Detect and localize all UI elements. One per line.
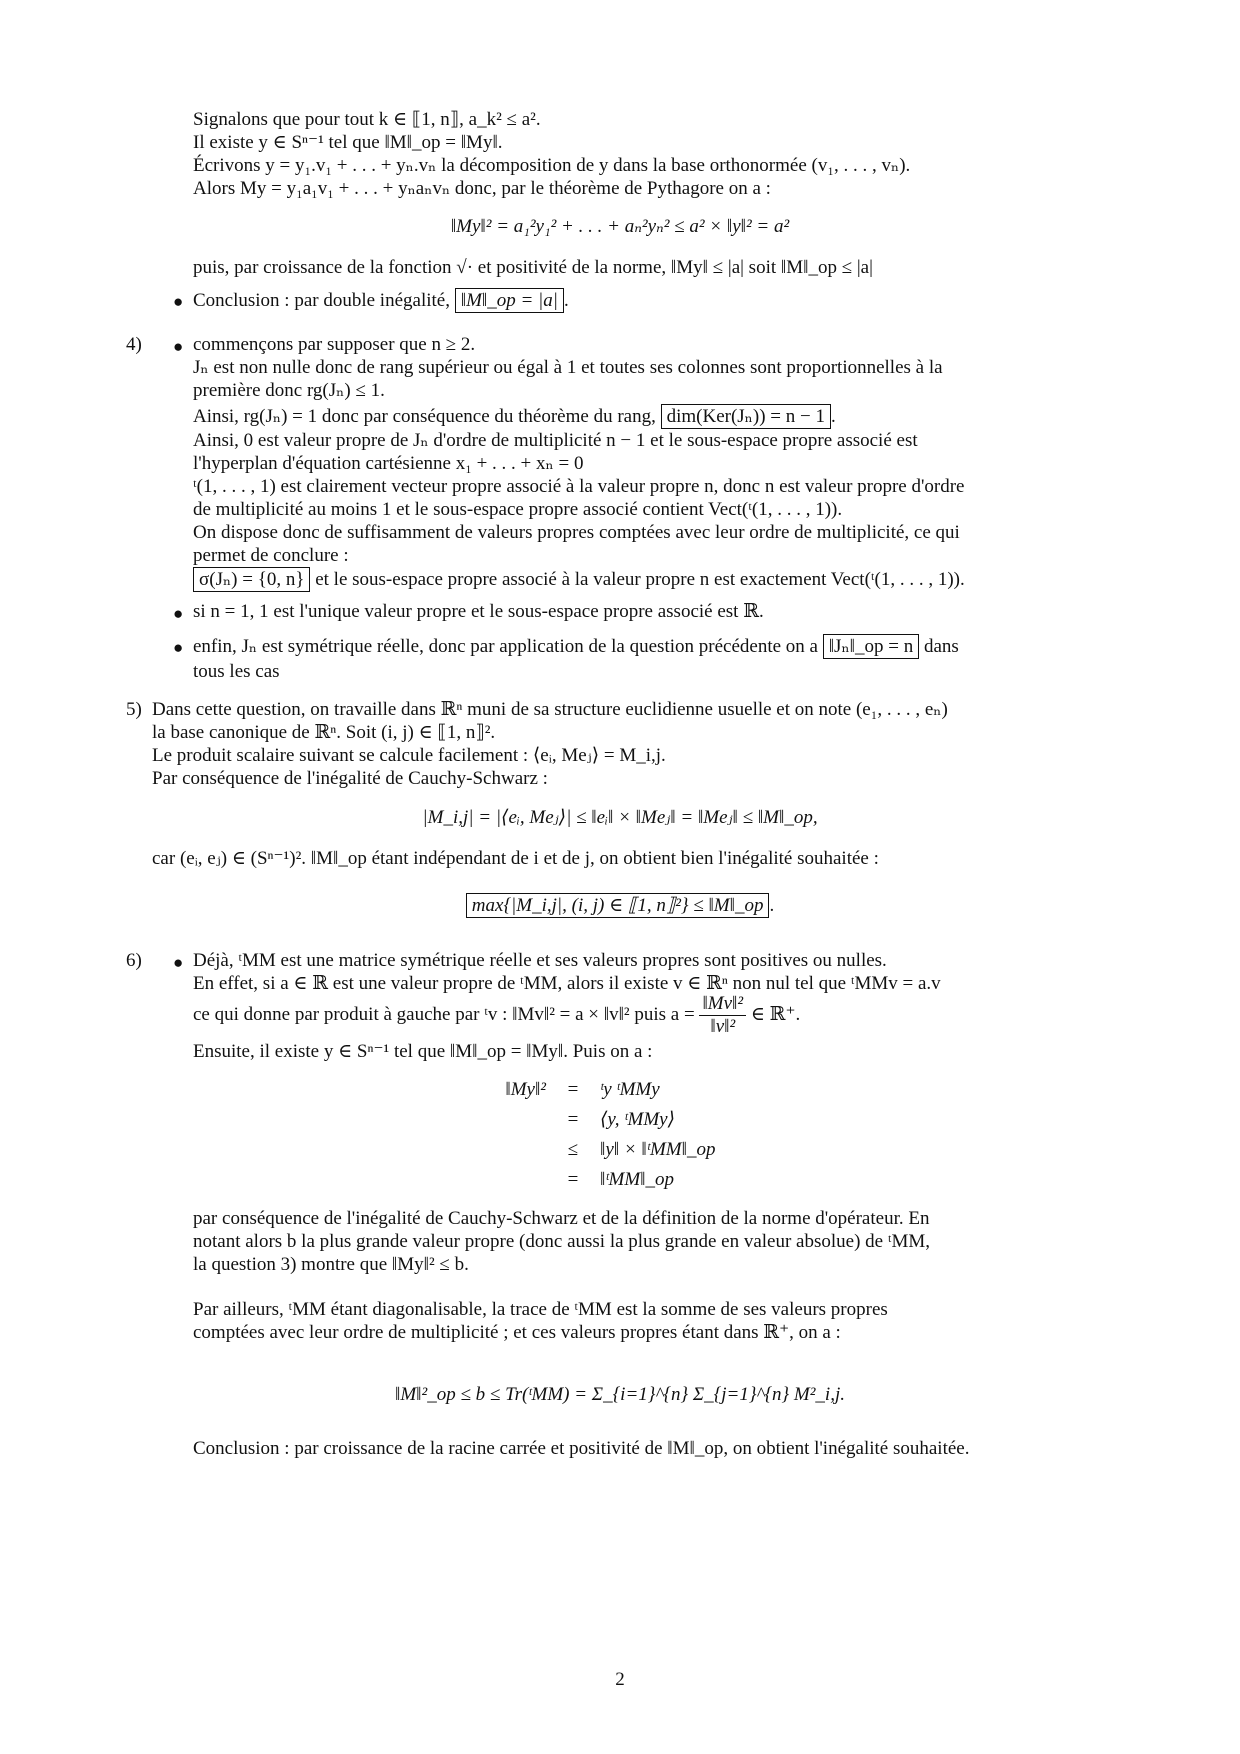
q6-conclusion: Conclusion : par croissance de la racine carrée et positivité de ‖M‖_op, on obtient l'inégalité souhaitée. (193, 1438, 970, 1459)
eq-rhs: ⟨y, ᵗMMy⟩ (600, 1109, 675, 1131)
eq-lhs: ‖My‖² (505, 1079, 546, 1101)
q6-fraction (699, 993, 746, 1038)
q6-line-1: En effet, si a ∈ ℝ est une valeur propre de ᵗMM, alors il existe v ∈ ℝⁿ non nul tel que ᵗMMv = a.v (193, 973, 941, 994)
q6-line-3: Ensuite, il existe y ∈ Sⁿ⁻¹ tel que ‖M‖_op = ‖My‖. Puis on a : (193, 1041, 653, 1062)
q3-line-5: puis, par croissance de la fonction √· et positivité de la norme, ‖My‖ ≤ |a| soit ‖M‖_op ≤ |a| (193, 257, 873, 278)
q6-line-2-end: ∈ ℝ⁺. (750, 1003, 801, 1025)
q5-line-4: Par conséquence de l'inégalité de Cauchy-Schwarz : (152, 768, 548, 789)
question-4-number: 4) (126, 334, 142, 355)
q4-boxed-kernel-dim: dim(Ker(Jₙ)) = n − 1 (661, 404, 831, 429)
q3-equation-pythagore: ‖My‖² = a₁²y₁² + . . . + aₙ²yₙ² ≤ a² × ‖y‖² = a² (450, 216, 790, 237)
q4-line-9: permet de conclure : (193, 545, 349, 566)
q6-line-2-text: ce qui donne par produit à gauche par ᵗv : ‖Mv‖² = a × ‖v‖² puis a = (193, 1003, 695, 1025)
question-5-number: 5) (126, 699, 142, 720)
q4-line-4: Ainsi, 0 est valeur propre de Jₙ d'ordre de multiplicité n − 1 et le sous-espace propre associé est (193, 430, 918, 451)
q5-equation-cauchy-schwarz: |M_i,j| = |⟨eᵢ, Meⱼ⟩| ≤ ‖eᵢ‖ × ‖Meⱼ‖ = ‖Meⱼ‖ ≤ ‖M‖_op, (422, 807, 818, 828)
q6-bullet-1: Déjà, ᵗMM est une matrice symétrique réelle et ses valeurs propres sont positives ou nulles. (193, 950, 887, 971)
q4-line-5: l'hyperplan d'équation cartésienne x₁ + . . . + xₙ = 0 (193, 453, 584, 474)
q4-line-3-end: . (831, 406, 836, 427)
eq-row (470, 1105, 721, 1135)
eq-row (470, 1075, 721, 1105)
eq-op: = (567, 1169, 579, 1191)
q3-boxed-result: ‖M‖_op = |a| (455, 288, 564, 313)
q4-line-10-text: et le sous-espace propre associé à la valeur propre n est exactement Vect(ᵗ(1, . . . , 1)). (315, 569, 965, 590)
q6-equation-trace: ‖M‖²_op ≤ b ≤ Tr(ᵗMM) = Σ_{i=1}^{n} Σ_{j=1}^{n} M²_i,j. (395, 1384, 845, 1405)
bullet-icon: ● (173, 337, 184, 356)
q4-bullet-1: commençons par supposer que n ≥ 2. (193, 334, 476, 355)
q4-line-6: ᵗ(1, . . . , 1) est clairement vecteur propre associé à la valeur propre n, donc n est valeur propre d'ordre (193, 476, 965, 497)
eq-rhs: ᵗy ᵗMMy (600, 1079, 660, 1101)
question-6-number: 6) (126, 950, 142, 971)
q4-boxed-norm: ‖Jₙ‖_op = n (823, 634, 920, 659)
q6-paragraph-1-line-3: la question 3) montre que ‖My‖² ≤ b. (193, 1254, 469, 1275)
q5-boxed-end: . (769, 895, 775, 916)
q6-fraction-denominator: ‖v‖² (710, 1016, 736, 1037)
q3-conclusion-end: . (564, 290, 569, 311)
bullet-icon: ● (173, 604, 184, 623)
q6-paragraph-2-line-2: comptées avec leur ordre de multiplicité ; et ces valeurs propres étant dans ℝ⁺, on a : (193, 1322, 841, 1343)
q3-conclusion (193, 288, 569, 313)
eq-row (470, 1165, 721, 1195)
q6-line-2 (193, 993, 800, 1038)
bullet-icon: ● (173, 292, 184, 311)
q3-conclusion-text: Conclusion : par double inégalité, (193, 290, 450, 311)
q6-fraction-numerator: ‖Mv‖² (699, 993, 746, 1016)
q4-line-10 (193, 567, 965, 592)
q3-line-2: Il existe y ∈ Sⁿ⁻¹ tel que ‖M‖_op = ‖My‖. (193, 132, 503, 153)
q4-line-7: de multiplicité au moins 1 et le sous-espace propre associé contient Vect(ᵗ(1, . . . , 1)). (193, 499, 843, 520)
q4-bullet-3-end: dans (923, 636, 959, 657)
q3-line-4: Alors My = y₁a₁v₁ + . . . + yₙaₙvₙ donc, par le théorème de Pythagore on a : (193, 178, 771, 199)
q4-bullet-3 (193, 634, 959, 659)
q6-paragraph-1-line-2: notant alors b la plus grande valeur propre (donc aussi la plus grande en valeur absolue) de ᵗMM, (193, 1231, 931, 1252)
eq-op: ≤ (567, 1139, 579, 1161)
bullet-icon: ● (173, 953, 184, 972)
eq-lhs (470, 1135, 552, 1165)
q4-line-8: On dispose donc de suffisamment de valeurs propres comptées avec leur ordre de multiplicité, ce qui (193, 522, 960, 543)
q6-paragraph-2-line-1: Par ailleurs, ᵗMM étant diagonalisable, la trace de ᵗMM est la somme de ses valeurs propres (193, 1299, 888, 1320)
q6-equation-array (470, 1075, 721, 1195)
q5-line-2: la base canonique de ℝⁿ. Soit (i, j) ∈ ⟦1, n⟧². (152, 722, 496, 743)
bullet-icon: ● (173, 638, 184, 657)
eq-lhs (470, 1105, 552, 1135)
q5-line-5: car (eᵢ, eⱼ) ∈ (Sⁿ⁻¹)². ‖M‖_op étant indépendant de i et de j, on obtient bien l'inégalité souhaitée : (152, 848, 879, 869)
q4-line-3 (193, 404, 836, 429)
q5-line-3: Le produit scalaire suivant se calcule facilement : ⟨eᵢ, Meⱼ⟩ = M_i,j. (152, 745, 666, 766)
eq-op: = (567, 1109, 579, 1131)
q5-boxed-result-wrap (0, 893, 1240, 918)
q4-bullet-3-line-2: tous les cas (193, 661, 280, 682)
page-number: 2 (615, 1669, 625, 1690)
eq-row (470, 1135, 721, 1165)
q5-boxed-result: max{|M_i,j|, (i, j) ∈ ⟦1, n⟧²} ≤ ‖M‖_op (466, 893, 770, 918)
q4-line-1: Jₙ est non nulle donc de rang supérieur ou égal à 1 et toutes ses colonnes sont proportionnelles à la (193, 357, 943, 378)
q4-boxed-spectrum: σ(Jₙ) = {0, n} (193, 567, 310, 592)
eq-op: = (567, 1079, 579, 1101)
q3-line-3: Écrivons y = y₁.v₁ + . . . + yₙ.vₙ la décomposition de y dans la base orthonormée (v₁, . . . , vₙ). (193, 155, 911, 176)
q4-bullet-2: si n = 1, 1 est l'unique valeur propre et le sous-espace propre associé est ℝ. (193, 601, 764, 622)
q3-line-1: Signalons que pour tout k ∈ ⟦1, n⟧, a_k² ≤ a². (193, 109, 541, 130)
q4-bullet-3-text: enfin, Jₙ est symétrique réelle, donc par application de la question précédente on a (193, 636, 818, 657)
q4-line-3-text: Ainsi, rg(Jₙ) = 1 donc par conséquence du théorème du rang, (193, 406, 656, 427)
eq-rhs: ‖y‖ × ‖ᵗMM‖_op (600, 1139, 716, 1161)
q6-paragraph-1-line-1: par conséquence de l'inégalité de Cauchy-Schwarz et de la définition de la norme d'opérateur. En (193, 1208, 930, 1229)
q4-line-2: première donc rg(Jₙ) ≤ 1. (193, 380, 385, 401)
eq-lhs (470, 1165, 552, 1195)
q5-line-1: Dans cette question, on travaille dans ℝⁿ muni de sa structure euclidienne usuelle et on note (e₁, . . . , eₙ) (152, 699, 948, 720)
eq-rhs: ‖ᵗMM‖_op (600, 1169, 675, 1191)
